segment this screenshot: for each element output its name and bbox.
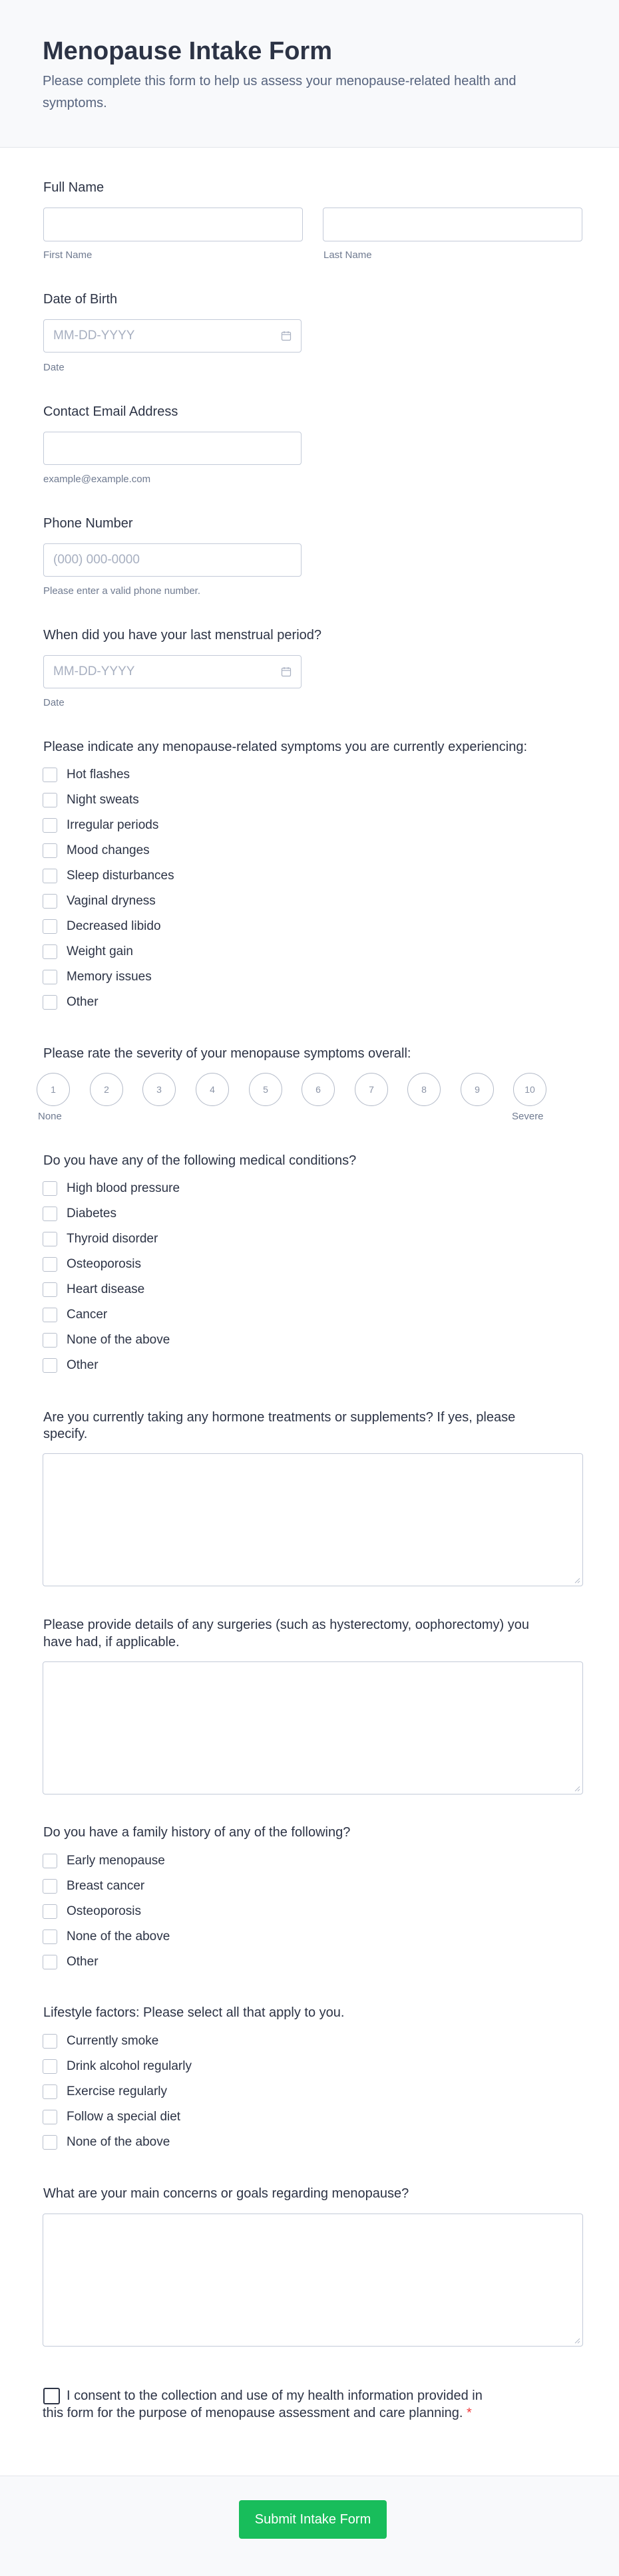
resize-grip-icon[interactable] [574,1785,580,1792]
surgeries-label-line2: have had, if applicable. [43,1635,180,1649]
option-label: Thyroid disorder [67,1232,158,1246]
dob-label: Date of Birth [43,292,118,307]
last-name-sublabel: Last Name [323,249,372,261]
email-sublabel: example@example.com [43,474,151,485]
option-label: None of the above [67,1333,170,1347]
option-label: Decreased libido [67,919,161,933]
resize-grip-icon[interactable] [574,1577,580,1584]
option-label: Weight gain [67,944,133,958]
hormones-label-line2: specify. [43,1427,88,1441]
option-label: Night sweats [67,793,139,807]
severity-label: Please rate the severity of your menopause symptoms overall: [43,1046,411,1061]
option-label: High blood pressure [67,1181,180,1195]
phone-placeholder: (000) 000-0000 [53,553,140,567]
checkbox-lifestyle-none[interactable] [43,2135,57,2150]
first-name-sublabel: First Name [43,249,93,261]
rating-option-5[interactable]: 5 [249,1073,282,1106]
option-label: Mood changes [67,843,150,857]
checkbox-high-blood-pressure[interactable] [43,1181,57,1196]
hormones-textarea[interactable] [43,1453,583,1586]
option-label: None of the above [67,2135,170,2149]
rating-option-2[interactable]: 2 [90,1073,123,1106]
dob-placeholder: MM-DD-YYYY [53,329,135,343]
resize-grip-icon[interactable] [574,2337,580,2344]
email-input[interactable] [43,432,302,465]
checkbox-drink-alcohol[interactable] [43,2059,57,2074]
option-label: Cancer [67,1308,108,1322]
goals-textarea[interactable] [43,2214,583,2347]
checkbox-mood-changes[interactable] [43,843,57,858]
goals-label: What are your main concerns or goals regarding menopause? [43,2186,409,2201]
consent-text-line2 [43,2404,472,2422]
option-label: Follow a special diet [67,2110,181,2124]
option-label: Other [67,1955,99,1969]
lifestyle-label: Lifestyle factors: Please select all that apply to you. [43,2005,345,2020]
calendar-icon[interactable] [281,666,292,677]
checkbox-exercise-regularly[interactable] [43,2084,57,2099]
option-label: Osteoporosis [67,1257,141,1271]
checkbox-vaginal-dryness[interactable] [43,894,57,909]
first-name-input[interactable] [43,208,303,241]
checkbox-osteoporosis[interactable] [43,1257,57,1272]
surgeries-textarea[interactable] [43,1661,583,1794]
option-label: None of the above [67,1930,170,1943]
checkbox-conditions-other[interactable] [43,1358,57,1373]
checkbox-sleep-disturbances[interactable] [43,869,57,883]
option-label: Drink alcohol regularly [67,2059,192,2073]
phone-input[interactable] [43,543,302,577]
option-label: Currently smoke [67,2034,159,2048]
option-label: Osteoporosis [67,1904,141,1918]
last-period-sublabel: Date [43,697,65,708]
calendar-icon[interactable] [281,331,292,341]
rating-option-1[interactable]: 1 [37,1073,70,1106]
rating-max-label: Severe [512,1111,544,1122]
option-label: Vaginal dryness [67,894,156,908]
rating-option-10[interactable]: 10 [513,1073,546,1106]
rating-option-6[interactable]: 6 [302,1073,335,1106]
option-label: Breast cancer [67,1879,145,1893]
surgeries-label-line1: Please provide details of any surgeries (such as hysterectomy, oophorectomy) you [43,1618,529,1632]
symptoms-label: Please indicate any menopause-related symptoms you are currently experiencing: [43,740,528,754]
last-period-label: When did you have your last menstrual period? [43,628,322,643]
required-asterisk: * [467,2406,472,2420]
checkbox-irregular-periods[interactable] [43,818,57,833]
rating-option-9[interactable]: 9 [461,1073,494,1106]
checkbox-diabetes[interactable] [43,1207,57,1221]
checkbox-night-sweats[interactable] [43,793,57,807]
checkbox-family-other[interactable] [43,1955,57,1969]
checkbox-weight-gain[interactable] [43,944,57,959]
phone-sublabel: Please enter a valid phone number. [43,585,200,597]
checkbox-decreased-libido[interactable] [43,919,57,934]
checkbox-currently-smoke[interactable] [43,2034,57,2049]
option-label: Memory issues [67,970,152,984]
checkbox-special-diet[interactable] [43,2110,57,2124]
checkbox-breast-cancer[interactable] [43,1879,57,1894]
option-label: Irregular periods [67,818,159,832]
option-label: Sleep disturbances [67,869,174,883]
consent-checkbox[interactable] [43,2388,60,2404]
phone-label: Phone Number [43,516,133,531]
checkbox-heart-disease[interactable] [43,1282,57,1297]
dob-input[interactable] [43,319,302,353]
email-label: Contact Email Address [43,404,178,419]
form-subtitle: Please complete this form to help us assess your menopause-related health and symptoms. [43,74,516,110]
checkbox-family-osteoporosis[interactable] [43,1904,57,1919]
rating-option-4[interactable]: 4 [196,1073,229,1106]
checkbox-early-menopause[interactable] [43,1854,57,1868]
consent-text: this form for the purpose of menopause assessment and care planning. [43,2406,463,2420]
rating-min-label: None [38,1111,62,1122]
dob-sublabel: Date [43,362,65,373]
form-title: Menopause Intake Form [43,37,332,65]
last-name-input[interactable] [323,208,582,241]
last-period-input[interactable] [43,655,302,688]
option-label: Other [67,995,99,1009]
submit-button[interactable]: Submit Intake Form [239,2500,387,2539]
checkbox-hot-flashes[interactable] [43,768,57,782]
checkbox-thyroid-disorder[interactable] [43,1232,57,1246]
rating-option-3[interactable]: 3 [142,1073,176,1106]
last-period-placeholder: MM-DD-YYYY [53,664,135,678]
option-label: Heart disease [67,1282,145,1296]
consent-text-line1: I consent to the collection and use of my health information provided in [67,2388,483,2403]
checkbox-cancer[interactable] [43,1308,57,1322]
rating-option-7[interactable]: 7 [355,1073,388,1106]
checkbox-memory-issues[interactable] [43,970,57,984]
option-label: Early menopause [67,1854,165,1868]
checkbox-family-none[interactable] [43,1930,57,1944]
conditions-label: Do you have any of the following medical conditions? [43,1153,357,1168]
hormones-label-line1: Are you currently taking any hormone treatments or supplements? If yes, please [43,1410,516,1425]
option-label: Other [67,1358,99,1372]
checkbox-conditions-none[interactable] [43,1333,57,1348]
checkbox-symptom-other[interactable] [43,995,57,1010]
form-header [0,0,619,148]
rating-option-8[interactable]: 8 [407,1073,441,1106]
option-label: Hot flashes [67,768,130,782]
option-label: Exercise regularly [67,2084,167,2098]
option-label: Diabetes [67,1207,116,1220]
full-name-label: Full Name [43,180,104,195]
family-history-label: Do you have a family history of any of the following? [43,1825,351,1840]
